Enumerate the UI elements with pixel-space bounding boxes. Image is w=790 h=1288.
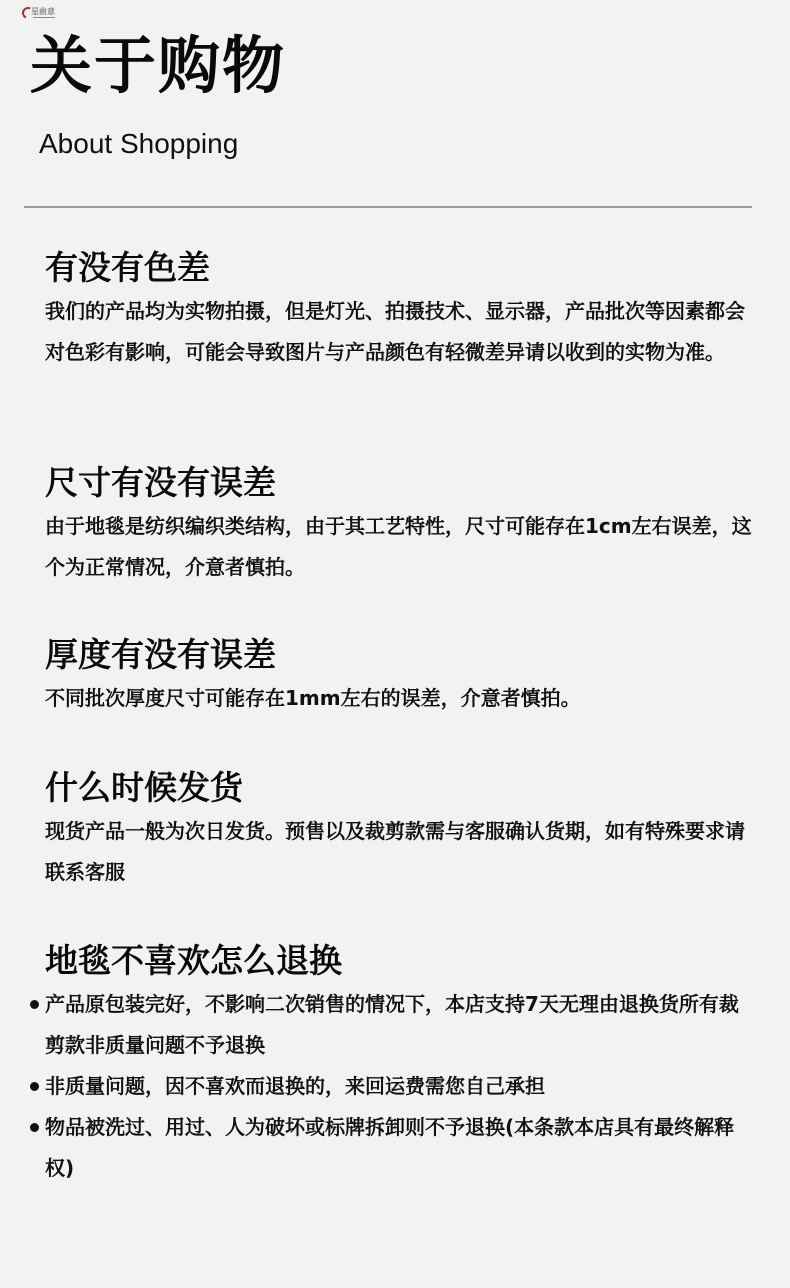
- section-heading: 有没有色差: [45, 248, 210, 287]
- section-heading: 地毯不喜欢怎么退换: [45, 941, 342, 980]
- list-item-text: 产品原包装完好，不影响二次销售的情况下，本店支持7天无理由退换货所有裁剪款非质量问题不予退换: [45, 992, 739, 1057]
- section-body: 不同批次厚度尺寸可能存在1mm左右的误差，介意者慎拍。: [45, 686, 581, 710]
- section-heading: 厚度有没有误差: [45, 635, 276, 674]
- section-body: 现货产品一般为次日发货。预售以及裁剪款需与客服确认货期，如有特殊要求请联系客服: [45, 819, 745, 884]
- section-size-error: [45, 460, 755, 588]
- header-divider: [24, 206, 752, 208]
- brand-logo-mark: [22, 6, 62, 22]
- page-subtitle: About Shopping: [39, 128, 239, 159]
- section-body: 由于地毯是纺织编织类结构，由于其工艺特性，尺寸可能存在1cm左右误差，这个为正常情况，介意者慎拍。: [45, 514, 752, 579]
- brand-logo: [22, 6, 62, 22]
- section-returns: [45, 938, 755, 1189]
- section-thickness-error: [45, 632, 755, 719]
- returns-bullet-list: [45, 984, 755, 1189]
- bullet-dot-icon: [30, 1123, 39, 1132]
- section-body: 我们的产品均为实物拍摄，但是灯光、拍摄技术、显示器，产品批次等因素都会对色彩有影响，可能会导致图片与产品颜色有轻微差异请以收到的实物为准。: [45, 299, 745, 364]
- list-item: [45, 984, 755, 1066]
- bullet-dot-icon: [30, 1000, 39, 1009]
- bullet-dot-icon: [30, 1082, 39, 1091]
- list-item: [45, 1066, 755, 1107]
- list-item: [45, 1107, 755, 1189]
- section-heading: 什么时候发货: [45, 768, 243, 807]
- logo-text: 星曲意: [31, 7, 55, 16]
- list-item-text: 非质量问题，因不喜欢而退换的，来回运费需您自己承担: [45, 1074, 545, 1098]
- list-item-text: 物品被洗过、用过、人为破坏或标牌拆卸则不予退换(本条款本店具有最终解释权): [45, 1115, 735, 1180]
- section-heading: 尺寸有没有误差: [45, 463, 276, 502]
- section-color-difference: [45, 245, 755, 373]
- page-title: 关于购物: [30, 29, 287, 102]
- logo-underline: [33, 17, 55, 18]
- section-shipping-time: [45, 765, 755, 893]
